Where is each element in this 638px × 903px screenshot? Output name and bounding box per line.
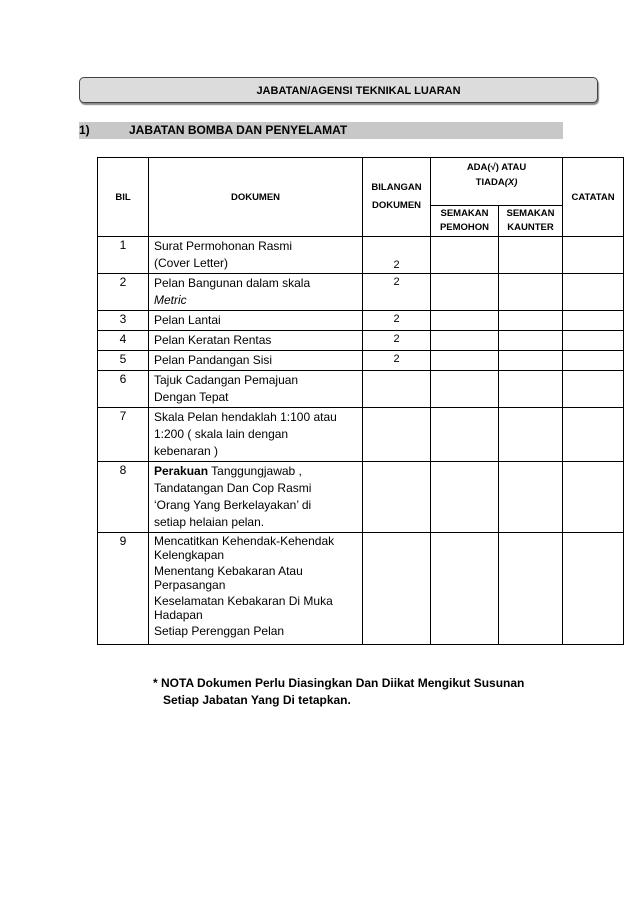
row-bilangan-cell: [363, 408, 431, 462]
row-semakan-pemohon-cell[interactable]: [431, 274, 499, 311]
row-bilangan-cell: [363, 371, 431, 408]
table-row: [98, 533, 624, 645]
row-text-line: Dengan Tepat: [154, 390, 229, 404]
row-text-line: Hadapan: [154, 608, 203, 622]
row-text-line: Setiap Perenggan Pelan: [154, 624, 285, 638]
row-semakan-pemohon-cell[interactable]: [431, 408, 499, 462]
row-dokumen: [149, 274, 363, 311]
row-dokumen: [149, 533, 363, 645]
row-dokumen: [149, 237, 363, 274]
row-text-line: Menentang Kebakaran Atau: [154, 564, 303, 578]
banner-title: JABATAN/AGENSI TEKNIKAL LUARAN: [256, 85, 461, 97]
row-text-line: Mencatitkan Kehendak-Kehendak: [154, 534, 335, 548]
row-semakan-pemohon-cell[interactable]: [431, 237, 499, 274]
row-semakan-kaunter-cell[interactable]: [499, 237, 563, 274]
row-dokumen: [149, 408, 363, 462]
row-text-line: Tajuk Cadangan Pemajuan: [154, 373, 299, 387]
row-text-line: Tandatangan Dan Cop Rasmi: [154, 481, 312, 495]
row-bilangan: 2: [363, 311, 431, 331]
row-bold-text: Perakuan: [154, 464, 209, 478]
table-row: [98, 311, 624, 331]
header-semakan-pemohon: [431, 206, 499, 237]
header-semakan-pemohon-line1: SEMAKAN: [440, 208, 489, 219]
row-semakan-kaunter-cell[interactable]: [499, 462, 563, 533]
footnote-line1: * NOTA Dokumen Perlu Diasingkan Dan Diikat Mengikut Susunan: [153, 676, 525, 690]
footnote-line2: Setiap Jabatan Yang Di tetapkan.: [163, 693, 351, 707]
row-semakan-pemohon-cell[interactable]: [431, 371, 499, 408]
footnote: [153, 675, 524, 709]
row-text-line: Pelan Keratan Rentas: [154, 333, 272, 347]
header-bilangan-line2: DOKUMEN: [371, 200, 422, 211]
header-ada-x-text: (X): [504, 177, 518, 188]
row-semakan-pemohon-cell[interactable]: [431, 311, 499, 331]
header-semakan-kaunter-line2: KAUNTER: [507, 222, 554, 233]
row-dokumen: [149, 371, 363, 408]
row-catatan-cell[interactable]: [563, 311, 624, 331]
table-row: [98, 331, 624, 351]
row-bilangan: 2: [363, 331, 431, 351]
row-catatan-cell[interactable]: [563, 351, 624, 371]
header-ada-line2: [431, 175, 562, 190]
header-ada-tiada: [431, 158, 563, 206]
row-catatan-cell[interactable]: [563, 408, 624, 462]
row-text-line: (Cover Letter): [154, 256, 229, 270]
row-bil: 1: [98, 237, 149, 274]
row-text-line: setiap helaian pelan.: [154, 515, 265, 529]
row-catatan-cell[interactable]: [563, 371, 624, 408]
row-bilangan: 2: [363, 274, 431, 311]
row-text-line: Surat Permohonan Rasmi: [154, 239, 293, 253]
row-qty: 2: [393, 259, 400, 271]
row-semakan-pemohon-cell[interactable]: [431, 351, 499, 371]
row-bil: 9: [98, 533, 149, 645]
row-semakan-pemohon-cell[interactable]: [431, 331, 499, 351]
row-text-line: [154, 292, 358, 309]
row-text-line: Perpasangan: [154, 578, 226, 592]
row-catatan-cell[interactable]: [563, 237, 624, 274]
header-semakan-kaunter: [499, 206, 563, 237]
section-number: 1): [79, 123, 90, 137]
row-catatan-cell[interactable]: [563, 533, 624, 645]
section-title: JABATAN BOMBA DAN PENYELAMAT: [129, 123, 348, 137]
row-bil: 3: [98, 311, 149, 331]
row-bil: 8: [98, 462, 149, 533]
row-semakan-kaunter-cell[interactable]: [499, 274, 563, 311]
table-row: [98, 462, 624, 533]
row-dokumen: [149, 331, 363, 351]
header-bilangan-dokumen: [363, 158, 431, 237]
header-catatan: CATATAN: [563, 158, 624, 237]
row-text-line: 1:200 ( skala lain dengan: [154, 427, 289, 441]
row-semakan-kaunter-cell[interactable]: [499, 533, 563, 645]
agency-banner: [79, 77, 598, 103]
row-semakan-kaunter-cell[interactable]: [499, 311, 563, 331]
row-bil: 5: [98, 351, 149, 371]
row-text-line: Pelan Bangunan dalam skala: [154, 276, 311, 290]
row-bilangan-cell: [363, 462, 431, 533]
row-bilangan-cell: [363, 533, 431, 645]
row-italic-text: Metric: [154, 293, 187, 307]
row-catatan-cell[interactable]: [563, 462, 624, 533]
row-bil: 4: [98, 331, 149, 351]
row-semakan-kaunter-cell[interactable]: [499, 351, 563, 371]
table-row: [98, 351, 624, 371]
row-bilangan: 2: [363, 351, 431, 371]
row-semakan-kaunter-cell[interactable]: [499, 331, 563, 351]
row-text-line: ‘Orang Yang Berkelayakan’ di: [154, 498, 312, 512]
table-row: [98, 408, 624, 462]
row-text-line: Skala Pelan hendaklah 1:100 atau: [154, 410, 337, 424]
document-checklist-table: [97, 157, 624, 645]
row-catatan-cell[interactable]: [563, 331, 624, 351]
row-semakan-kaunter-cell[interactable]: [499, 371, 563, 408]
row-text-line: Pelan Lantai: [154, 313, 221, 327]
header-ada-tiada-text: TIADA: [475, 177, 505, 188]
row-bil: 7: [98, 408, 149, 462]
row-bil: 6: [98, 371, 149, 408]
row-catatan-cell[interactable]: [563, 274, 624, 311]
row-text-line: kebenaran ): [154, 444, 219, 458]
row-semakan-kaunter-cell[interactable]: [499, 408, 563, 462]
header-dokumen: DOKUMEN: [149, 158, 363, 237]
row-text-line: Keselamatan Kebakaran Di Muka: [154, 594, 333, 608]
header-bil: BIL: [98, 158, 149, 237]
row-dokumen: [149, 311, 363, 331]
row-semakan-pemohon-cell[interactable]: [431, 533, 499, 645]
row-text-line: Kelengkapan: [154, 548, 225, 562]
header-semakan-kaunter-line1: SEMAKAN: [506, 208, 555, 219]
header-bilangan-line1: BILANGAN: [371, 182, 422, 193]
row-text-rest: Tanggungjawab ,: [208, 464, 302, 478]
row-semakan-pemohon-cell[interactable]: [431, 462, 499, 533]
row-dokumen: [149, 351, 363, 371]
section-heading: [79, 122, 563, 139]
table-row: [98, 371, 624, 408]
row-text-line: Pelan Pandangan Sisi: [154, 353, 273, 367]
row-bilangan: [363, 237, 431, 274]
header-semakan-pemohon-line2: PEMOHON: [439, 222, 490, 233]
row-text-line: [154, 463, 358, 480]
row-bil: 2: [98, 274, 149, 311]
header-ada-line1: ADA(√) ATAU: [466, 162, 527, 173]
table-row: [98, 237, 624, 274]
row-dokumen: [149, 462, 363, 533]
table-row: [98, 274, 624, 311]
